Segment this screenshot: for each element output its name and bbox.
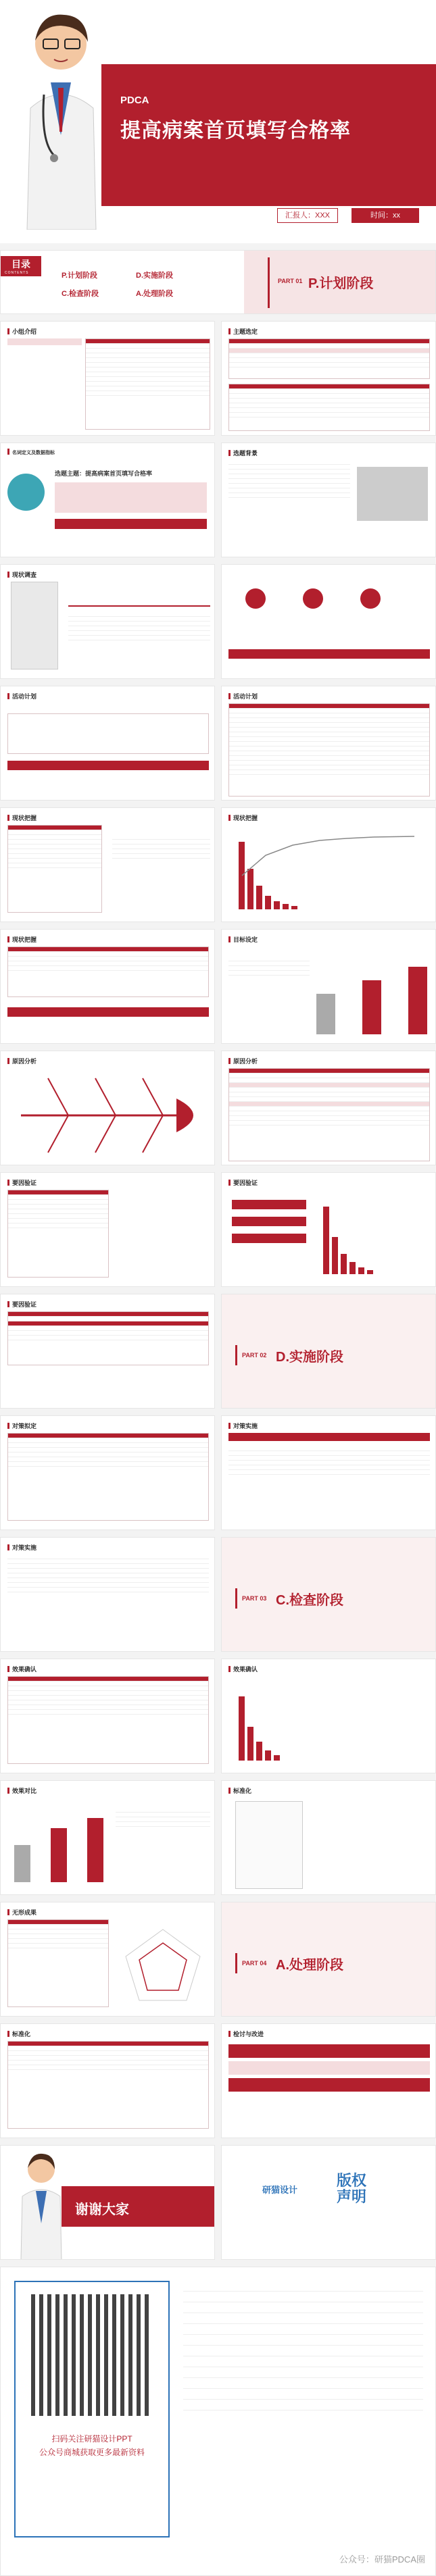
cover-time: 时间：xx: [352, 208, 419, 223]
slide-copyright: [221, 2145, 436, 2260]
part2-tag: PART 02: [242, 1352, 267, 1359]
slide-standard-2: [0, 2023, 215, 2138]
implement-2-text: [7, 1555, 209, 1642]
part2-divider: [235, 1345, 237, 1365]
slide-status-title: 现状把握: [7, 813, 37, 822]
goal-summary-bar: [7, 1007, 209, 1017]
slide-goal-table-title: 现状把握: [7, 935, 37, 944]
slide-intangible-title: 无形成果: [7, 1908, 37, 1917]
cover-tag: PDCA: [120, 95, 149, 106]
slide-feasibility: [0, 564, 215, 679]
icon-circle-3: [360, 588, 381, 609]
slide-implement: [221, 1415, 436, 1530]
slide-fishbone-title: 原因分析: [7, 1057, 37, 1065]
plan-flow-boxes: [7, 713, 209, 754]
slide-background: [221, 443, 436, 557]
slide-fishbone: [0, 1051, 215, 1165]
slide-status: [0, 807, 215, 922]
part2-name: D.实施阶段: [276, 1350, 343, 1365]
goal-data-table: [7, 946, 209, 997]
intangible-table: [7, 1919, 109, 2007]
doctor-illustration: [14, 7, 108, 230]
thanks-text: 谢谢大家: [75, 2202, 129, 2217]
standard-document: [235, 1801, 303, 1889]
slide-compare-title: 效果对比: [7, 1786, 37, 1795]
toc-item-d[interactable]: D.实施阶段: [136, 272, 173, 280]
slide-review: [221, 2023, 436, 2138]
slide-verify: [0, 1172, 215, 1287]
slide-standard-title: 标准化: [228, 1786, 251, 1795]
slide-gantt: [221, 686, 436, 801]
slide-standard: [221, 1780, 436, 1895]
group-name-bar: [7, 338, 82, 345]
slide-part2: [221, 1294, 436, 1409]
copyright-text-block: [183, 2281, 423, 2537]
pareto-line: [239, 835, 428, 909]
cover-reporter: 汇报人：XXX: [277, 208, 338, 223]
slide-effect-chart-title: 效果确认: [228, 1665, 258, 1673]
review-bar-2: [228, 2061, 430, 2075]
slide-verify-title: 要因验证: [7, 1178, 37, 1187]
slide-implement-2-title: 对策实施: [7, 1543, 37, 1552]
verify-table: [7, 1190, 109, 1278]
status-table: [7, 825, 102, 913]
slide-pareto-title: 现状把握: [228, 813, 258, 822]
implement-text: [228, 1446, 430, 1521]
doctor-small-illustration: [14, 2149, 68, 2260]
slide-theme: [0, 443, 215, 557]
slide-verify-chart-title: 要因验证: [228, 1178, 258, 1187]
theme-definition-box: [55, 482, 207, 513]
part1-name: P.计划阶段: [308, 276, 374, 291]
slide-feasibility-title: 现状调查: [7, 570, 37, 579]
slide-group-title: 小组介绍: [7, 327, 37, 336]
slide-analysis: [221, 1051, 436, 1165]
part3-divider: [235, 1588, 237, 1609]
theme-illustration: [7, 474, 45, 511]
radar-chart: [119, 1923, 207, 2011]
slide-group: [0, 321, 215, 436]
toc-item-c[interactable]: C.检查阶段: [62, 290, 99, 298]
implement-header-bar: [228, 1433, 430, 1441]
cover-title: 提高病案首页填写合格率: [120, 120, 351, 142]
slide-topic-title: 主题选定: [228, 327, 258, 336]
effect-bars: [239, 1686, 280, 1761]
toc-part-divider: [268, 257, 270, 308]
slide-effect-title: 效果确认: [7, 1665, 37, 1673]
effect-table: [7, 1676, 209, 1764]
slide-implement-title: 对策实施: [228, 1421, 258, 1430]
review-bar-1: [228, 2044, 430, 2058]
slide-goal: [221, 929, 436, 1044]
part1-tag: PART 01: [278, 278, 303, 284]
slide-verify-summary-title: 要因验证: [7, 1300, 37, 1309]
slide-goal-table: [0, 929, 215, 1044]
toc-subtitle: CONTENTS: [5, 271, 29, 275]
copyright-footer: [0, 2267, 436, 2576]
copyright-brand: 研猫设计: [262, 2185, 298, 2195]
group-member-table: [85, 338, 210, 430]
theme-heading: 选题主题：提高病案首页填写合格率: [55, 470, 153, 477]
toc-slide: [0, 250, 436, 314]
slide-plan-title: 活动计划: [7, 692, 37, 701]
feasibility-divider: [68, 605, 210, 607]
compare-notes: [116, 1808, 210, 1875]
cover-slide: [0, 0, 436, 243]
copyright-title: 版权声明: [337, 2172, 367, 2205]
fishbone-diagram: [7, 1071, 210, 1159]
icon-circle-1: [245, 588, 266, 609]
slide-theme-label: 名词定义及数据指标: [7, 449, 55, 456]
background-text-block: [228, 460, 350, 534]
toc-title: 目录: [1, 256, 41, 276]
verify-label-3: [232, 1234, 306, 1243]
part3-tag: PART 03: [242, 1595, 267, 1602]
footer-account: 公众号：研猫PDCA圈: [339, 2554, 425, 2565]
goal-formula-text: [228, 957, 310, 1031]
toc-item-a[interactable]: A.处理阶段: [136, 290, 173, 298]
plan-bottom-bar: [7, 761, 209, 770]
slide-verify-summary: [0, 1294, 215, 1409]
slide-background-title: 选题背景: [228, 449, 258, 457]
slide-compare: [0, 1780, 215, 1895]
standard-table: [7, 2041, 209, 2129]
slide-countermeasure-title: 对策拟定: [7, 1421, 37, 1430]
part3-name: C.检查阶段: [276, 1593, 343, 1608]
slide-part3: [221, 1537, 436, 1652]
slide-icons: [221, 564, 436, 679]
analysis-table: [228, 1068, 430, 1161]
theme-formula-bar: [55, 519, 207, 529]
part4-divider: [235, 1953, 237, 1973]
topic-matrix-table: [228, 384, 430, 431]
slide-verify-chart: [221, 1172, 436, 1287]
slide-part4: [221, 1902, 436, 2017]
slide-countermeasure: [0, 1415, 215, 1530]
qr-caption-1: 扫码关注研猫设计PPT: [51, 2434, 132, 2444]
qr-code[interactable]: [31, 2294, 153, 2416]
countermeasure-table: [7, 1433, 209, 1521]
compare-bars: [14, 1815, 103, 1882]
slide-gantt-title: 活动计划: [228, 692, 258, 701]
part4-name: A.处理阶段: [276, 1958, 343, 1973]
slide-effect-chart: [221, 1659, 436, 1773]
feasibility-text: [68, 612, 210, 659]
topic-score-table: [228, 338, 430, 379]
verify-bars: [323, 1200, 373, 1274]
verify-label-1: [232, 1200, 306, 1209]
status-notes: [112, 835, 210, 903]
verify-summary-table: [7, 1311, 209, 1365]
slide-topic: [221, 321, 436, 436]
slide-thanks: [0, 2145, 215, 2260]
verify-label-2: [232, 1217, 306, 1226]
icon-circle-2: [303, 588, 323, 609]
slide-plan: [0, 686, 215, 801]
background-photo: [357, 467, 428, 521]
slide-intangible: [0, 1902, 215, 2017]
qr-caption-2: 公众号商城获取更多最新资料: [39, 2448, 145, 2457]
slide-goal-title: 目标设定: [228, 935, 258, 944]
slide-review-title: 检讨与改进: [228, 2029, 264, 2038]
slide-pareto: [221, 807, 436, 922]
slide-implement-2: [0, 1537, 215, 1652]
gantt-table: [228, 703, 430, 797]
goal-bars: [316, 963, 427, 1034]
feasibility-document-image: [11, 582, 58, 670]
toc-item-p[interactable]: P.计划阶段: [62, 272, 97, 280]
slide-analysis-title: 原因分析: [228, 1057, 258, 1065]
slide-standard-2-title: 标准化: [7, 2029, 30, 2038]
slide-effect: [0, 1659, 215, 1773]
part4-tag: PART 04: [242, 1960, 267, 1967]
icons-summary-bar: [228, 649, 430, 659]
review-bar-3: [228, 2078, 430, 2092]
